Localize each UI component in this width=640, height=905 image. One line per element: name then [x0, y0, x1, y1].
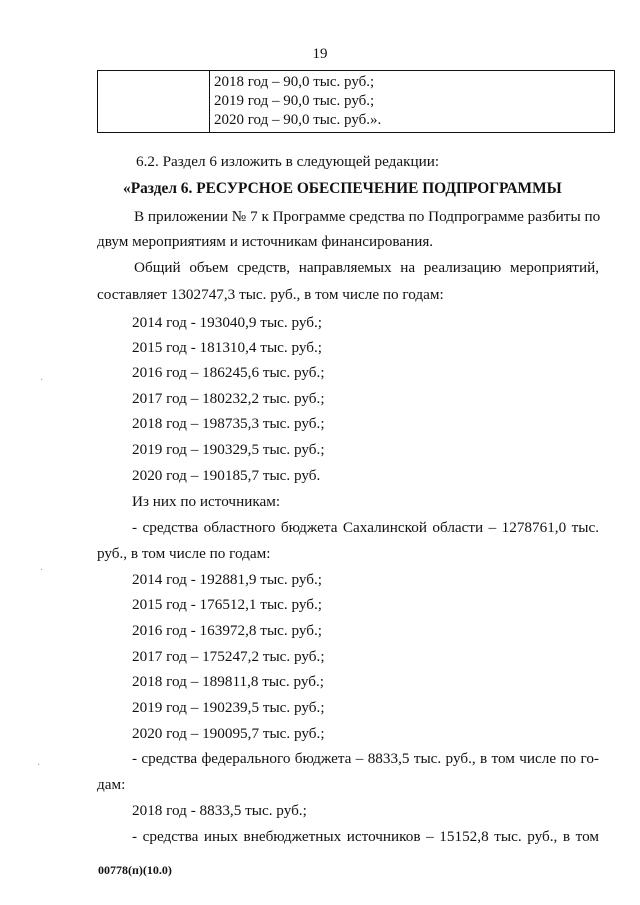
scan-mark: ·: [40, 565, 44, 576]
page-number: 19: [312, 46, 328, 62]
table-line: 2018 год – 90,0 тыс. руб.;: [214, 74, 375, 90]
year-line: 2018 год – 198735,3 тыс. руб.;: [132, 415, 325, 432]
year-line: 2019 год – 190329,5 тыс. руб.;: [132, 441, 325, 458]
year-line: 2015 год - 176512,1 тыс. руб.;: [132, 596, 323, 613]
year-line: 2020 год – 190095,7 тыс. руб.;: [132, 725, 325, 742]
table-line: 2020 год – 90,0 тыс. руб.».: [214, 112, 382, 128]
funding-table: [97, 70, 615, 133]
year-line: 2020 год – 190185,7 тыс. руб.: [132, 467, 321, 484]
year-line: 2015 год - 181310,4 тыс. руб.;: [132, 339, 323, 356]
paragraph-6-2: 6.2. Раздел 6 изложить в следующей редакции:: [136, 153, 440, 170]
table-cell-values: [210, 71, 615, 133]
section-heading: «Раздел 6. РЕСУРСНОЕ ОБЕСПЕЧЕНИЕ ПОДПРОГРАММЫ: [123, 180, 562, 197]
text-line: - средства федерального бюджета – 8833,5 тыс. руб., в том числе по го-: [132, 750, 599, 767]
scan-mark: ·: [40, 375, 44, 386]
year-line: 2014 год - 192881,9 тыс. руб.;: [132, 571, 323, 588]
text-line: дам:: [97, 776, 126, 793]
year-line: 2014 год - 193040,9 тыс. руб.;: [132, 314, 323, 331]
text-line: Общий объем средств, направляемых на реализацию мероприятий,: [134, 259, 599, 276]
year-line: 2017 год – 180232,2 тыс. руб.;: [132, 390, 325, 407]
text-line: - средства областного бюджета Сахалинской области – 1278761,0 тыс.: [132, 519, 599, 536]
text-line: руб., в том числе по годам:: [97, 545, 271, 562]
year-line: 2018 год – 189811,8 тыс. руб.;: [132, 673, 324, 690]
year-line: 2017 год – 175247,2 тыс. руб.;: [132, 648, 325, 665]
year-line: 2016 год – 186245,6 тыс. руб.;: [132, 364, 325, 381]
text-line: - средства иных внебюджетных источников – 15152,8 тыс. руб., в том: [132, 828, 599, 845]
year-line: 2016 год - 163972,8 тыс. руб.;: [132, 622, 323, 639]
table-line: 2019 год – 90,0 тыс. руб.;: [214, 93, 375, 109]
text-line: В приложении № 7 к Программе средства по Подпрограмме разбиты по: [134, 208, 601, 225]
year-line: 2019 год – 190239,5 тыс. руб.;: [132, 699, 325, 716]
table-row: [98, 71, 615, 133]
table-cell-empty: [98, 71, 210, 133]
text-line: двум мероприятиям и источникам финансирования.: [97, 233, 434, 250]
document-code: 00778(п)(10.0): [98, 863, 172, 877]
scan-mark: ·: [37, 760, 41, 771]
text-line: составляет 1302747,3 тыс. руб., в том числе по годам:: [97, 286, 444, 303]
year-line: 2018 год - 8833,5 тыс. руб.;: [132, 802, 307, 819]
text-line: Из них по источникам:: [132, 493, 281, 510]
